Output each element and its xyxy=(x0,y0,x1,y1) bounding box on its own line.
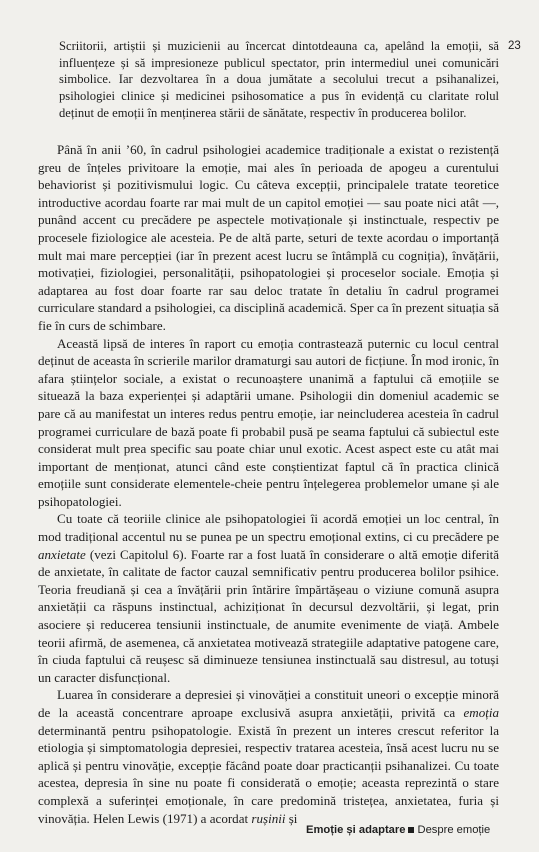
paragraph-3-text-start: Cu toate că teoriile clinice ale psihopatologiei îi acordă emoției un loc central, în mod tradițional accentul nu se punea pe un spectru emoțional extins, ci cu precădere pe xyxy=(38,511,499,545)
paragraph-4-text-end: și xyxy=(285,810,298,826)
body-text xyxy=(38,141,499,827)
page-number: 23 xyxy=(508,40,521,52)
footer-chapter-title: Despre emoție xyxy=(417,824,491,836)
paragraph-3-text-end: (vezi Capitolul 6). Foarte rar a fost luată în considerare o altă emoție diferită de anxietate, în calitate de factor cauzal semnificativ pentru producerea bolilor psihice. Teoria freudiană și cea a învățării prin întărire împărtășeau o viziune comună asupra anxietății ca răspuns instinctual, achiziționat în decursul dezvoltării, și legat, prin asociere și reducerea tensiunii instinctuale, de anumite evenimente de viață. Ambele teorii afirmă, de asemenea, că anxietatea motivează strategiile adaptative patogene care, în ciuda faptului că reușesc să diminueze tensiunea instinctuală sau distresul, au totuși un caracter disfuncțional. xyxy=(38,546,499,685)
emphasis-rusinii: rușinii xyxy=(251,810,286,826)
paragraph-4 xyxy=(38,686,499,827)
paragraph-2: Această lipsă de interes în raport cu emoția contrastează puternic cu locul central deținut de aceasta în scrierile marilor dramaturgi sau autori de ficțiune. În mod ironic, în afara științelor sociale, a existat o recunoaștere unanimă a faptului că emoțiile se situează la baza experienței și adaptării umane. Psihologii din domeniul academic se pare că au manifestat un interes redus pentru emoție, iar neincluderea acesteia în cadrul programei curriculare de bază poate fi probabil pusă pe seama faptului că subiectul este considerat mult prea specific sau poate chiar unul exotic. Acest aspect este cu atât mai important de menționat, atunci când este conștientizat faptul că în practica clinică emoțiile sunt considerate elementele-cheie pentru înțelegerea problemelor umane și ale psihopatologiei. xyxy=(38,335,499,509)
emphasis-anxietate: anxietate xyxy=(38,546,86,562)
paragraph-1: Până în anii ’60, în cadrul psihologiei academice tradiționale a existat o rezistență greu de înțeles privitoare la emoție, mai ales în perioada de apogeu a curentului behaviorist și pozitivismului logic. Cu câteva excepții, principalele tratate teoretice introductive acordau foarte rar mai mult de un capitol emoției — sau poate nici atât —, punând accent cu precădere pe aspectele motivaționale și instinctuale, respectiv pe procesele fiziologice ale acesteia. Pe de altă parte, seturi de texte acordau o importanță mult mai mare percepției (iar în prezent acest lucru se întâmplă cu cogniția), învățării, motivației, fiziologiei, personalității, psihopatologiei și proceselor sociale. Emoția și adaptarea au fost doar foarte rar sau deloc tratate în detaliu în cadrul programei curriculare standard a psihologiei, ca disciplină academică. Sper ca în prezent situația să fie în curs de schimbare. xyxy=(38,142,499,333)
paragraph-3 xyxy=(38,510,499,686)
footer-book-title: Emoție și adaptare xyxy=(306,824,406,836)
square-bullet-icon xyxy=(408,827,414,833)
emphasis-emotia: emoția xyxy=(463,705,499,720)
paragraph-4-text-middle: determinantă pentru psihopatologie. Există în prezent un interes crescut referitor la etiologia și simptomatologia depresiei, respectiv tratarea acesteia, însă acest lucru nu se aplică și pentru vinovăție, excepție făcând poate doar practicanții psihanalizei. Cu toate acestea, depresia în sine nu poate fi considerată o emoție; aceasta reprezintă o stare complexă a suferinței emoționale, în care predomină tristețea, anxietatea, furia și vinovăția. Helen Lewis (1971) a acordat xyxy=(38,722,499,826)
introductory-quote: Scriitorii, artiștii și muzicienii au încercat dintotdeauna ca, apelând la emoții, să influențeze și să impresioneze publicul spectator, prin intermediul unei comunicări simbolice. Iar dezvoltarea în a doua jumătate a secolului trecut a psihanalizei, psihologiei clinice și medicinei psihosomatice a pus în evidență cu claritate rolul deținut de emoții în menținerea stării de sănătate, respectiv în producerea bolilor. xyxy=(59,39,499,120)
running-footer xyxy=(306,824,526,836)
paragraph-4-text-start: Luarea în considerare a depresiei și vinovăției a constituit uneori o excepție minoră de la această concentrare aproape exclusivă asupra anxietății, privită ca xyxy=(38,687,499,720)
